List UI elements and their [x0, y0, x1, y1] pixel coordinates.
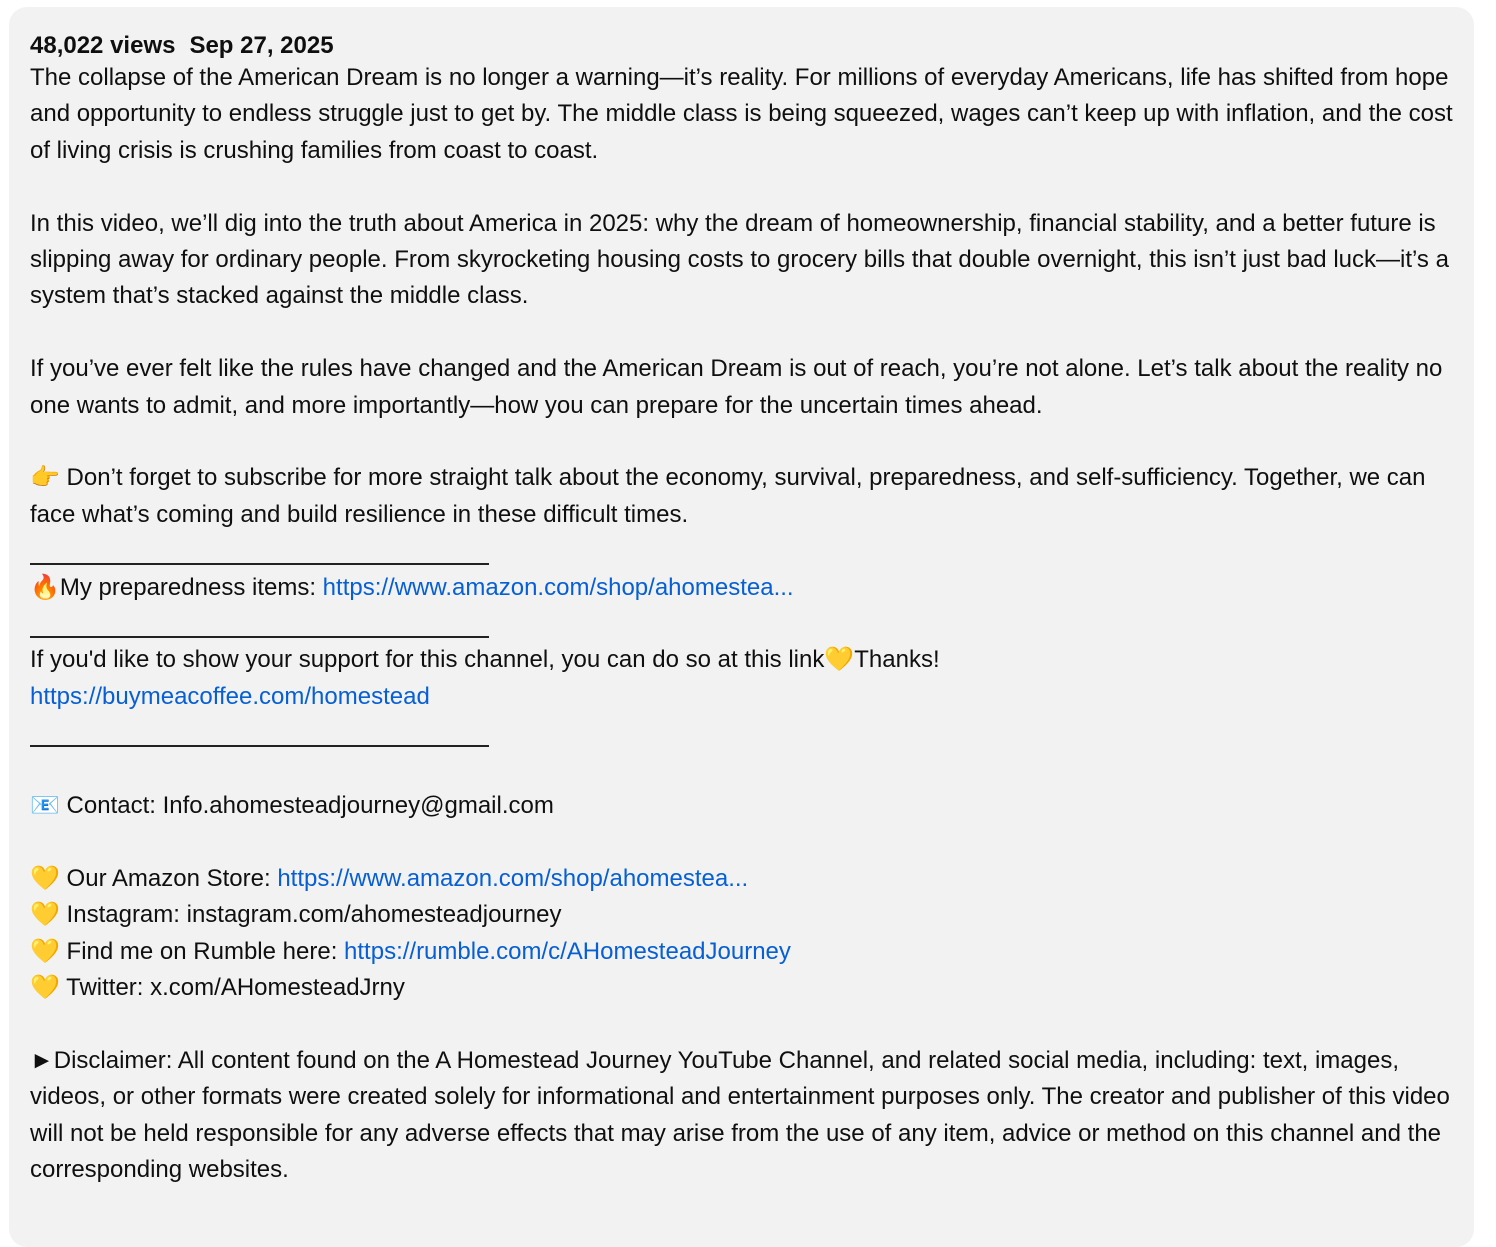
yellow-heart-icon: 💛	[30, 937, 60, 965]
store-label: Our Amazon Store:	[59, 864, 278, 892]
disclaimer-paragraph: ►Disclaimer: All content found on the A Homestead Journey YouTube Channel, and related social media, including: text, images, videos, or other formats were created solely for informational and entertainment purposes only. The creator and publisher of this video will not be held responsible for any adverse effects that may arise from the use of any item, advice or method on this channel and the corresponding websites.	[30, 1046, 1450, 1184]
subscribe-paragraph	[30, 460, 1454, 533]
support-text: If you'd like to show your support for this channel, you can do so at this link	[30, 646, 825, 674]
divider-line	[30, 606, 1454, 642]
instagram-text: Instagram: instagram.com/ahomesteadjourney	[59, 901, 562, 929]
amazon-store-line	[30, 861, 1454, 897]
contact-text: Contact: Info.ahomesteadjourney@gmail.com	[59, 792, 554, 820]
twitter-text: Twitter: x.com/AHomesteadJrny	[59, 974, 405, 1002]
view-count: 48,022 views	[30, 32, 176, 59]
twitter-line	[30, 970, 1454, 1006]
description-panel[interactable]	[9, 7, 1474, 1247]
description-paragraph-1: The collapse of the American Dream is no longer a warning—it’s reality. For millions of everyday Americans, life has shifted from hope and opportunity to endless struggle just to get by. The middle class is being squeezed, wages can’t keep up with inflation, and the cost of living crisis is crushing families from coast to coast.	[30, 64, 1453, 164]
video-meta	[30, 32, 1454, 60]
email-icon: 📧	[30, 792, 60, 820]
yellow-heart-icon: 💛	[30, 901, 60, 929]
support-link-line	[30, 679, 1454, 715]
contact-line	[30, 788, 1454, 824]
preparedness-label: My preparedness items:	[59, 573, 323, 601]
divider-line	[30, 533, 1454, 569]
preparedness-line	[30, 570, 1454, 606]
support-link[interactable]: https://buymeacoffee.com/homestead	[30, 682, 430, 710]
divider-line	[30, 715, 1454, 751]
pointing-hand-icon: 👉	[30, 464, 60, 492]
support-thanks: Thanks!	[854, 646, 940, 674]
rumble-label: Find me on Rumble here:	[59, 937, 345, 965]
yellow-heart-icon: 💛	[30, 864, 60, 892]
subscribe-text: Don’t forget to subscribe for more straight talk about the economy, survival, preparedness, and self-sufficiency. Together, we can face what’s coming and build resilience in these difficult times.	[30, 464, 1426, 528]
description-paragraph-3: If you’ve ever felt like the rules have changed and the American Dream is out of reach, you’re not alone. Let’s talk about the reality no one wants to admit, and more importantly—how you can prepare for the uncertain times ahead.	[30, 355, 1443, 419]
description-paragraph-2: In this video, we’ll dig into the truth about America in 2025: why the dream of homeownership, financial stability, and a better future is slipping away for ordinary people. From skyrocketing housing costs to grocery bills that double overnight, this isn’t just bad luck—it’s a system that’s stacked against the middle class.	[30, 209, 1449, 310]
publish-date: Sep 27, 2025	[189, 32, 334, 59]
instagram-line	[30, 897, 1454, 933]
store-link[interactable]: https://www.amazon.com/shop/ahomestea...	[277, 864, 749, 892]
yellow-heart-icon: 💛	[824, 646, 855, 674]
rumble-link[interactable]: https://rumble.com/c/AHomesteadJourney	[344, 937, 791, 965]
support-line	[30, 642, 1454, 678]
preparedness-link[interactable]: https://www.amazon.com/shop/ahomestea...	[322, 573, 794, 601]
fire-icon: 🔥	[30, 573, 60, 601]
rumble-line	[30, 934, 1454, 970]
yellow-heart-icon: 💛	[30, 974, 60, 1002]
